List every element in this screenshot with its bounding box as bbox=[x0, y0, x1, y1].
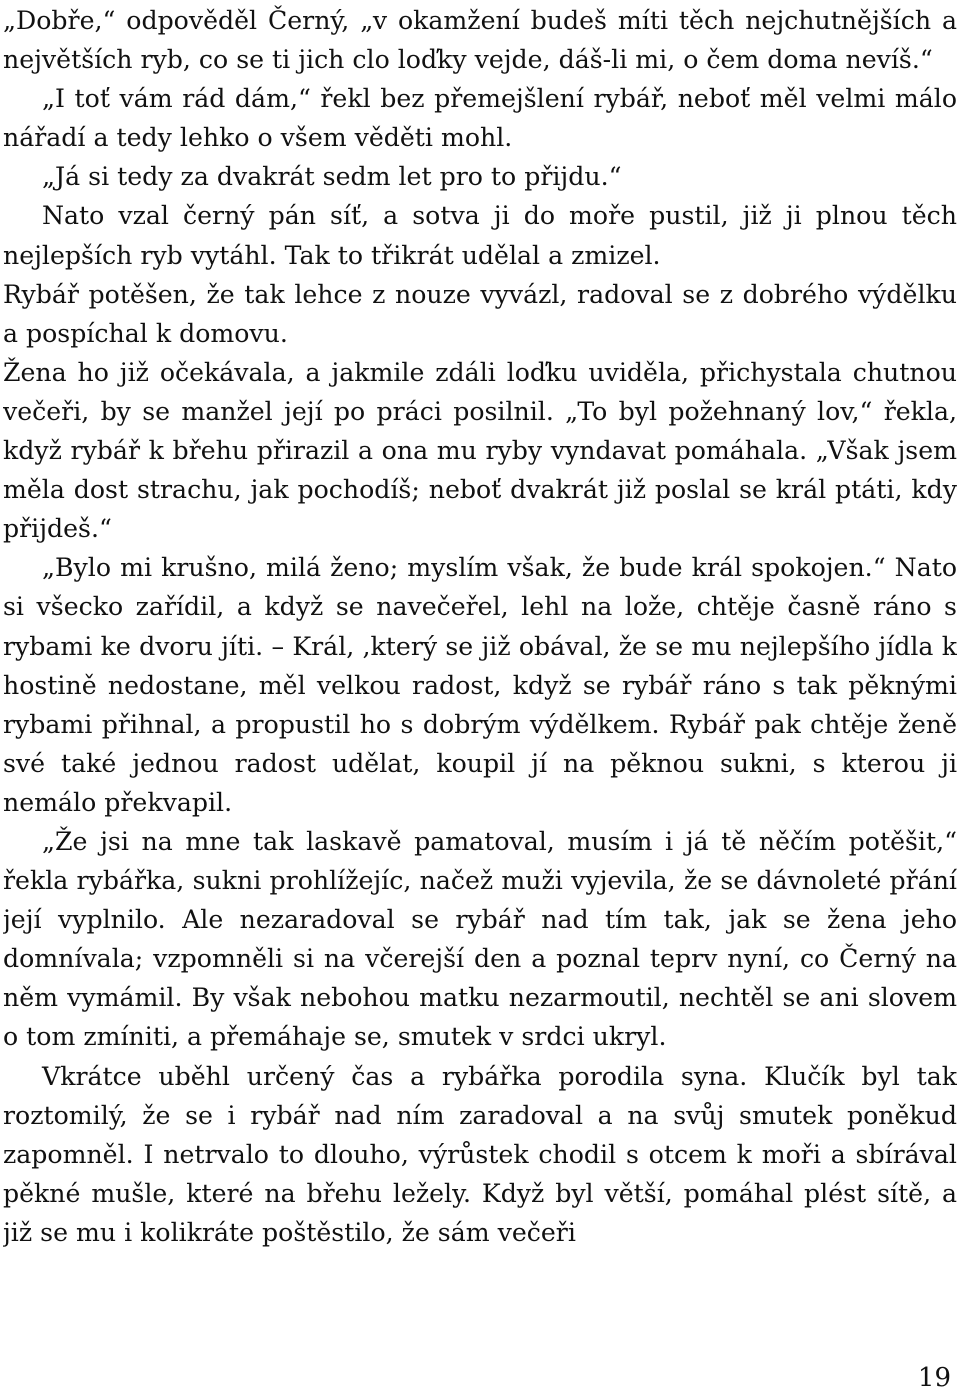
book-page bbox=[3, 0, 957, 1399]
paragraph-5: Rybář potěšen, že tak lehce z nouze vyvázl, radoval se z dobrého výdělku a pospíchal k domovu. bbox=[3, 279, 957, 348]
paragraph-9: Vkrátce uběhl určený čas a rybářka porodila syna. Klučík byl tak roztomilý, že se i rybář nad ním zaradoval a na svůj smutek poněkud zapomněl. I netrvalo to dlouho, výrůstek chodil s otcem k moři a sbírával pěkné mušle, které na břehu ležely. Když byl větší, pomáhal plést sítě, a již se mu i kolikráte poštěstilo, že sám večeři bbox=[3, 1061, 957, 1247]
paragraph-4: Nato vzal černý pán síť, a sotva ji do moře pustil, již ji plnou těch nejlepších ryb vytáhl. Tak to třikrát udělal a zmizel. bbox=[3, 201, 957, 270]
paragraph-7: „Bylo mi krušno, milá ženo; myslím však, že bude král spokojen.“ Nato si všecko zařídil, a když se navečeřel, lehl na lože, chtěje časně ráno s rybami ke dvoru jíti. – Král, ,který se již obával, že se mu nejlepšího jídla k hostině nedostane, měl velkou radost, když se rybář ráno s tak pěknými rybami přihnal, a propustil ho s dobrým výdělkem. Rybář pak chtěje ženě své také jednou radost udělat, koupil jí na pěknou sukni, s kterou ji nemálo překvapil. bbox=[3, 553, 957, 817]
page-number: 19 bbox=[917, 1363, 951, 1393]
paragraph-2: „I toť vám rád dám,“ řekl bez přemejšlení rybář, neboť měl velmi málo nářadí a tedy lehko o všem věděti mohl. bbox=[3, 84, 957, 153]
paragraph-6: Žena ho již očekávala, a jakmile zdáli loďku uviděla, přichystala chutnou večeři, by se manžel její po práci posilnil. „To byl požehnaný lov,“ řekla, když rybář k břehu přirazil a ona mu ryby vyndavat pomáhala. „Však jsem měla dost strachu, jak pochodíš; neboť dvakrát již poslal se král ptáti, kdy přijdeš.“ bbox=[3, 357, 957, 544]
body-text bbox=[3, 1, 957, 1252]
paragraph-3: „Já si tedy za dvakrát sedm let pro to přijdu.“ bbox=[42, 162, 622, 192]
paragraph-1: „Dobře,“ odpověděl Černý, „v okamžení budeš míti těch nejchutnějších a největších ryb, co se ti jich clo loďky vejde, dáš-li mi, o čem doma nevíš.“ bbox=[3, 6, 957, 75]
paragraph-8: „Že jsi na mne tak laskavě pamatoval, musím i já tě něčím potěšit,“ řekla rybářka, sukni prohlížejíc, načež muži vyjevila, že se dávnoleté přání její vyplnilo. Ale nezaradoval se rybář nad tím tak, jak se žena jeho domnívala; vzpomněli si na včerejší den a poznal teprv nyní, co Černý na něm vymámil. By však nebohou matku nezarmoutil, nechtěl se ani slovem o tom zmíniti, a přemáhaje se, smutek v srdci ukryl. bbox=[3, 826, 957, 1052]
